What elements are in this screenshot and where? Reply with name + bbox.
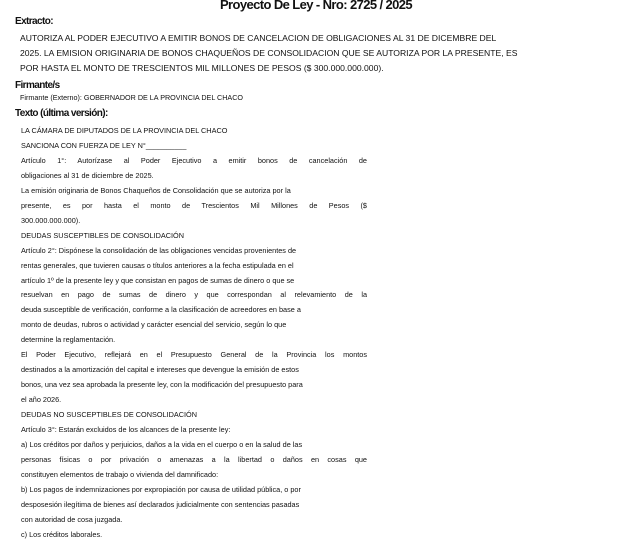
law-text-line: Artículo 1°: Autorízase al Poder Ejecutivo a emitir bonos de cancelación de <box>21 155 367 165</box>
law-text-line: c) Los créditos laborales. <box>21 529 103 539</box>
law-text-line: determine la reglamentación. <box>21 335 116 345</box>
law-text <box>21 124 367 543</box>
law-text-line: El Poder Ejecutivo, reflejará en el Presupuesto General de la Provincia los montos <box>21 350 367 360</box>
law-text-line: Artículo 2°: Dispónese la consolidación de las obligaciones vencidas provenientes de <box>21 245 297 255</box>
law-text-line: DEUDAS SUSCEPTIBLES DE CONSOLIDACIÓN <box>21 230 185 240</box>
law-text-line: Artículo 3°: Estarán excluidos de los alcances de la presente ley: <box>21 425 231 434</box>
law-text-line: LA CÁMARA DE DIPUTADOS DE LA PROVINCIA DEL CHACO <box>21 126 228 135</box>
law-text-line: el año 2026. <box>21 395 62 405</box>
extracto-heading: Extracto: <box>15 16 53 27</box>
law-text-line: presente, es por hasta el monto de Trescientos Mil Millones de Pesos ($ <box>21 200 367 210</box>
law-text-line: SANCIONA CON FUERZA DE LEY N°__________ <box>21 140 187 150</box>
firmante-line: Firmante (Externo): GOBERNADOR DE LA PROVINCIA DEL CHACO <box>20 93 243 102</box>
law-text-line: 300.000.000.000). <box>21 215 81 225</box>
law-text-line: artículo 1º de la presente ley y que consistan en pagos de sumas de dinero o que se <box>21 275 295 285</box>
law-text-line: con autoridad de cosa juzgada. <box>21 514 123 524</box>
law-text-line: a) Los créditos por daños y perjuicios, daños a la vida en el cuerpo o en la salud de las <box>21 439 303 449</box>
law-text-line: monto de deudas, rubros o actividad y carácter esencial del servicio, según lo que <box>21 320 287 330</box>
law-text-line: DEUDAS NO SUSCEPTIBLES DE CONSOLIDACIÓN <box>21 410 197 420</box>
law-text-line: obligaciones al 31 de diciembre de 2025. <box>21 170 154 180</box>
law-text-line: desposesión ilegítima de bienes así declarados judicialmente con sentencias pasadas <box>21 499 300 509</box>
law-text-line: resuelvan en pago de sumas de dinero y que correspondan al relevamiento de la <box>21 290 367 300</box>
texto-heading: Texto (última versión): <box>15 108 108 119</box>
law-text-line: constituyen elementos de trabajo o vivienda del damnificado: <box>21 469 219 479</box>
extracto-line: POR HASTA EL MONTO DE TRESCIENTOS MIL MILLONES DE PESOS ($ 300.000.000.000). <box>20 63 384 73</box>
law-text-line: deuda susceptible de verificación, conforme a la clasificación de acreedores en base a <box>21 305 301 315</box>
law-text-line: bonos, una vez sea aprobada la presente ley, con la modificación del presupuesto para <box>21 380 303 390</box>
law-text-line: La emisión originaria de Bonos Chaqueños de Consolidación que se autoriza por la <box>21 185 291 195</box>
law-text-line: rentas generales, que tuvieren causas o títulos anteriores a la fecha estipulada en el <box>21 260 294 270</box>
law-text-line: personas físicas o por privación o amenazas a la libertad o daños en cosas que <box>21 454 367 464</box>
law-text-line: destinados a la amortización del capital e intereses que devengue la emisión de estos <box>21 365 299 375</box>
firmantes-heading: Firmante/s <box>15 80 60 91</box>
extracto-line: AUTORIZA AL PODER EJECUTIVO A EMITIR BONOS DE CANCELACION DE OBLIGACIONES AL 31 DE DICEMBRE DEL <box>20 33 497 43</box>
extracto-line: 2025. LA EMISION ORIGINARIA DE BONOS CHAQUEÑOS DE CONSOLIDACION QUE SE AUTORIZA POR LA PRESENTE, ES <box>20 48 518 58</box>
law-text-line: b) Los pagos de indemnizaciones por expropiación por causa de utilidad pública, o por <box>21 484 301 494</box>
document-title: Proyecto De Ley - Nro: 2725 / 2025 <box>219 0 413 12</box>
